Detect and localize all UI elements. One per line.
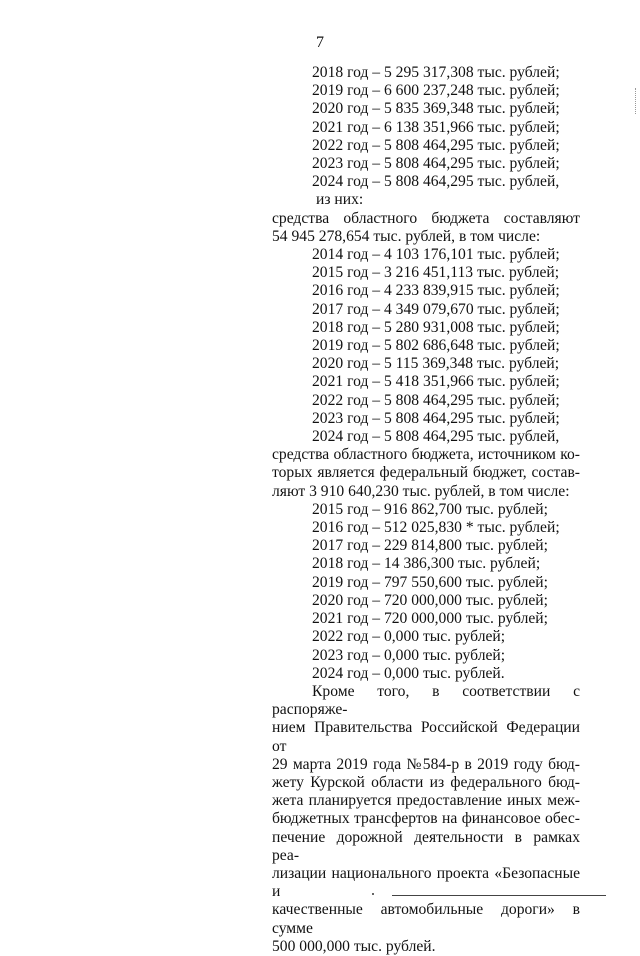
paragraph-line: средства областного бюджета, источником ко- bbox=[272, 446, 580, 464]
list-item: 2020 год – 5 835 369,348 тыс. рублей; bbox=[312, 100, 560, 118]
footer-dot bbox=[372, 893, 374, 895]
paragraph-line: 500 000,000 тыс. рублей. bbox=[272, 937, 436, 955]
subheading-iz-nih: из них: bbox=[316, 191, 364, 209]
paragraph-line: Кроме того, в соответствии с распоряже- bbox=[272, 682, 580, 719]
paragraph-line: 29 марта 2019 года №584-р в 2019 году бюд- bbox=[272, 755, 580, 773]
paragraph-line: качественные автомобильные дороги» в сумме bbox=[272, 901, 580, 937]
list-item: 2021 год – 5 418 351,966 тыс. рублей; bbox=[312, 373, 560, 391]
document-body bbox=[272, 64, 580, 956]
paragraph-line: лизации национального проекта «Безопасные и bbox=[272, 864, 580, 901]
list-item: 2024 год – 5 808 464,295 тыс. рублей, bbox=[312, 428, 560, 446]
list-item: 2022 год – 5 808 464,295 тыс. рублей; bbox=[312, 391, 560, 409]
list-item: 2019 год – 5 802 686,648 тыс. рублей; bbox=[312, 337, 560, 355]
list-item: 2024 год – 0,000 тыс. рублей. bbox=[312, 664, 505, 682]
list-item: 2015 год – 3 216 451,113 тыс. рублей; bbox=[312, 264, 560, 282]
list-item: 2023 год – 5 808 464,295 тыс. рублей; bbox=[312, 155, 560, 173]
list-item: 2020 год – 5 115 369,348 тыс. рублей; bbox=[312, 355, 560, 373]
list-item: 2018 год – 5 295 317,308 тыс. рублей; bbox=[312, 64, 560, 81]
footer-rule bbox=[392, 895, 606, 896]
paragraph-line: бюджетных трансфертов на финансовое обес- bbox=[272, 810, 580, 828]
list-item: 2022 год – 0,000 тыс. рублей; bbox=[312, 628, 506, 646]
total-by-year-list bbox=[272, 64, 580, 191]
paragraph-line: жета планируется предоставление иных меж- bbox=[272, 792, 580, 810]
page-number: 7 bbox=[316, 34, 324, 51]
regional-paragraph bbox=[272, 210, 580, 246]
list-item: 2017 год – 4 349 079,670 тыс. рублей; bbox=[312, 300, 560, 318]
list-item: 2020 год – 720 000,000 тыс. рублей; bbox=[312, 591, 548, 609]
list-item: 2018 год – 5 280 931,008 тыс. рублей; bbox=[312, 318, 560, 336]
list-item: 2019 год – 6 600 237,248 тыс. рублей; bbox=[312, 82, 560, 100]
list-item: 2018 год – 14 386,300 тыс. рублей; bbox=[312, 555, 541, 573]
margin-mark bbox=[635, 88, 637, 114]
list-item: 2021 год – 6 138 351,966 тыс. рублей; bbox=[312, 118, 560, 136]
list-item: 2019 год – 797 550,600 тыс. рублей; bbox=[312, 573, 548, 591]
paragraph-line: 54 945 278,654 тыс. рублей, в том числе: bbox=[272, 227, 541, 245]
list-item: 2016 год – 4 233 839,915 тыс. рублей; bbox=[312, 282, 560, 300]
list-item: 2017 год – 229 814,800 тыс. рублей; bbox=[312, 537, 548, 555]
closing-paragraph bbox=[272, 683, 580, 956]
paragraph-line: нием Правительства Российской Федерации от bbox=[272, 719, 580, 755]
list-item: 2024 год – 5 808 464,295 тыс. рублей, bbox=[312, 173, 560, 191]
paragraph-line: печение дорожной деятельности в рамках реа- bbox=[272, 828, 580, 864]
list-item: 2015 год – 916 862,700 тыс. рублей; bbox=[312, 500, 548, 518]
paragraph-line: ляют 3 910 640,230 тыс. рублей, в том числе: bbox=[272, 482, 570, 500]
list-item: 2021 год – 720 000,000 тыс. рублей; bbox=[312, 610, 548, 628]
list-item: 2014 год – 4 103 176,101 тыс. рублей; bbox=[312, 246, 560, 264]
list-item: 2016 год – 512 025,830 * тыс. рублей; bbox=[312, 519, 560, 537]
regional-by-year-list bbox=[272, 246, 580, 446]
federal-paragraph bbox=[272, 446, 580, 501]
paragraph-line: жету Курской области из федерального бюд- bbox=[272, 773, 580, 791]
list-item: 2023 год – 0,000 тыс. рублей; bbox=[312, 646, 506, 664]
paragraph-line: средства областного бюджета составляют bbox=[272, 209, 580, 227]
paragraph-line: торых является федеральный бюджет, состав- bbox=[272, 464, 580, 482]
list-item: 2023 год – 5 808 464,295 тыс. рублей; bbox=[312, 409, 560, 427]
list-item: 2022 год – 5 808 464,295 тыс. рублей; bbox=[312, 136, 560, 154]
federal-by-year-list bbox=[272, 501, 580, 683]
